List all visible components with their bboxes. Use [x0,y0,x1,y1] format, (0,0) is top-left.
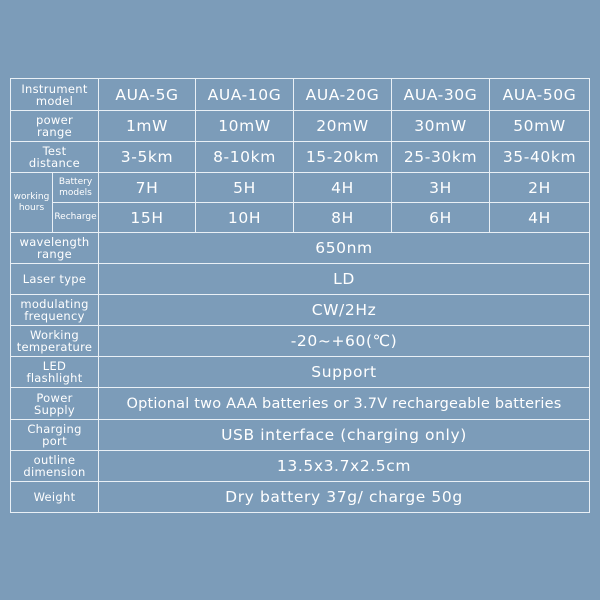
test-distance-value: 35-40km [490,142,590,173]
recharge-hours-value: 10H [196,203,294,233]
power-range-label: power range [11,111,99,142]
row-power-supply [11,388,590,420]
test-distance-value: 8-10km [196,142,294,173]
row-power-range [11,111,590,142]
power-range-value: 20mW [294,111,392,142]
modulating-frequency-value: CW/2Hz [99,295,590,326]
power-range-value: 10mW [196,111,294,142]
recharge-hours-value: 6H [392,203,490,233]
row-modulating-frequency [11,295,590,326]
wavelength-range-value: 650nm [99,233,590,264]
model-aua-20g: AUA-20G [294,79,392,111]
row-working-hours-battery [11,173,590,203]
weight-label: Weight [11,482,99,513]
battery-hours-value: 4H [294,173,392,203]
laser-type-label: Laser type [11,264,99,295]
working-temperature-label: Working temperature [11,326,99,357]
row-led-flashlight [11,357,590,388]
row-laser-type [11,264,590,295]
row-working-temperature [11,326,590,357]
instrument-model-label: Instrument model [11,79,99,111]
led-flashlight-value: Support [99,357,590,388]
row-working-hours-recharge [11,203,590,233]
weight-value: Dry battery 37g/ charge 50g [99,482,590,513]
test-distance-value: 25-30km [392,142,490,173]
recharge-hours-value: 4H [490,203,590,233]
led-flashlight-label: LED flashlight [11,357,99,388]
modulating-frequency-label: modulating frequency [11,295,99,326]
working-temperature-value: -20~+60(℃) [99,326,590,357]
recharge-label: Recharge [53,203,99,233]
power-range-value: 1mW [99,111,196,142]
charging-port-value: USB interface (charging only) [99,420,590,451]
outline-dimension-value: 13.5x3.7x2.5cm [99,451,590,482]
laser-type-value: LD [99,264,590,295]
model-aua-50g: AUA-50G [490,79,590,111]
row-instrument-model [11,79,590,111]
power-range-value: 30mW [392,111,490,142]
row-test-distance [11,142,590,173]
battery-hours-value: 7H [99,173,196,203]
battery-models-label: Battery models [53,173,99,203]
spec-table [10,78,590,513]
power-supply-label: Power Supply [11,388,99,420]
battery-hours-value: 3H [392,173,490,203]
model-aua-10g: AUA-10G [196,79,294,111]
power-supply-value: Optional two AAA batteries or 3.7V rechargeable batteries [99,388,590,420]
battery-hours-value: 2H [490,173,590,203]
row-wavelength-range [11,233,590,264]
test-distance-label: Test distance [11,142,99,173]
working-hours-label: working hours [11,173,53,233]
row-weight [11,482,590,513]
power-range-value: 50mW [490,111,590,142]
charging-port-label: Charging port [11,420,99,451]
outline-dimension-label: outline dimension [11,451,99,482]
model-aua-5g: AUA-5G [99,79,196,111]
model-aua-30g: AUA-30G [392,79,490,111]
test-distance-value: 3-5km [99,142,196,173]
row-charging-port [11,420,590,451]
test-distance-value: 15-20km [294,142,392,173]
recharge-hours-value: 15H [99,203,196,233]
battery-hours-value: 5H [196,173,294,203]
recharge-hours-value: 8H [294,203,392,233]
wavelength-range-label: wavelength range [11,233,99,264]
row-outline-dimension [11,451,590,482]
